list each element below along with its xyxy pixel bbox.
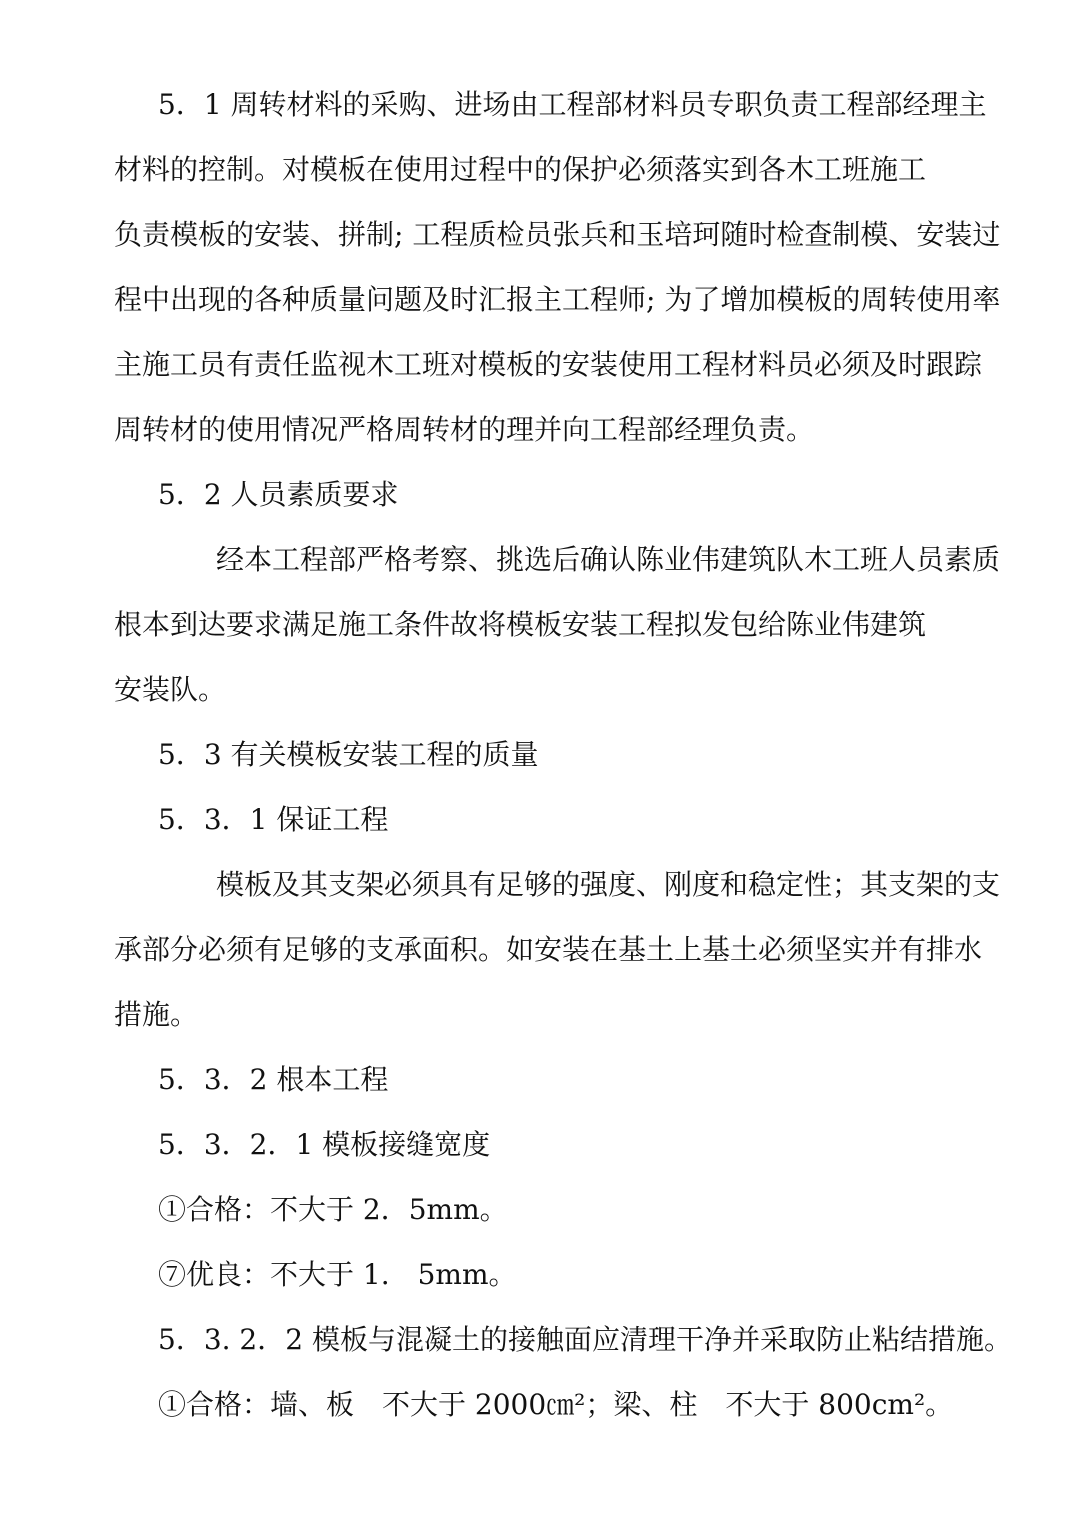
- section-heading-5-2: 5．2 人员素质要求: [158, 478, 399, 511]
- text-line-5: 主施工员有责任监视木工班对模板的安装使用工程材料员必须及时跟踪: [114, 348, 983, 381]
- section-heading-5-3-2: 5．3．2 根本工程: [158, 1063, 389, 1096]
- text-line-14: 承部分必须有足够的支承面积。如安装在基土上基土必须坚实并有排水: [114, 933, 983, 966]
- text-line-10: 安装队。: [114, 673, 227, 706]
- text-line-1: 5．1 周转材料的采购、进场由工程部材料员专职负责工程部经理主: [158, 88, 987, 121]
- text-line-8: 经本工程部严格考察、挑选后确认陈业伟建筑队木工班人员素质: [216, 543, 1001, 576]
- text-line-15: 措施。: [114, 998, 199, 1031]
- text-line-13: 模板及其支架必须具有足够的强度、刚度和稳定性；其支架的支: [216, 868, 1001, 901]
- section-heading-5-3-1: 5．3．1 保证工程: [158, 803, 389, 836]
- list-item-excellent: ⑦优良：不大于 1. 5mm。: [158, 1258, 517, 1291]
- section-heading-5-3: 5．3 有关模板安装工程的质量: [158, 738, 539, 771]
- text-line-2: 材料的控制。对模板在使用过程中的保护必须落实到各木工班施工: [114, 153, 927, 186]
- section-heading-5-3-2-1: 5．3．2．1 模板接缝宽度: [158, 1128, 491, 1161]
- section-heading-5-3-2-2: 5．3. 2．2 模板与混凝土的接触面应清理干净并采取防止粘结措施。: [158, 1323, 1012, 1356]
- text-line-3: 负责模板的安装、拼制; 工程质检员张兵和玉培珂随时检查制模、安装过: [114, 218, 1001, 251]
- text-line-4: 程中出现的各种质量问题及时汇报主工程师; 为了增加模板的周转使用率: [114, 283, 1001, 316]
- list-item-qualified-area: ①合格：墙、板 不大于 2000㎝²；梁、柱 不大于 800cm²。: [158, 1388, 954, 1421]
- text-line-9: 根本到达要求满足施工条件故将模板安装工程拟发包给陈业伟建筑: [114, 608, 927, 641]
- list-item-qualified: ①合格：不大于 2．5mm。: [158, 1193, 508, 1226]
- text-line-6: 周转材的使用情况严格周转材的理并向工程部经理负责。: [114, 413, 815, 446]
